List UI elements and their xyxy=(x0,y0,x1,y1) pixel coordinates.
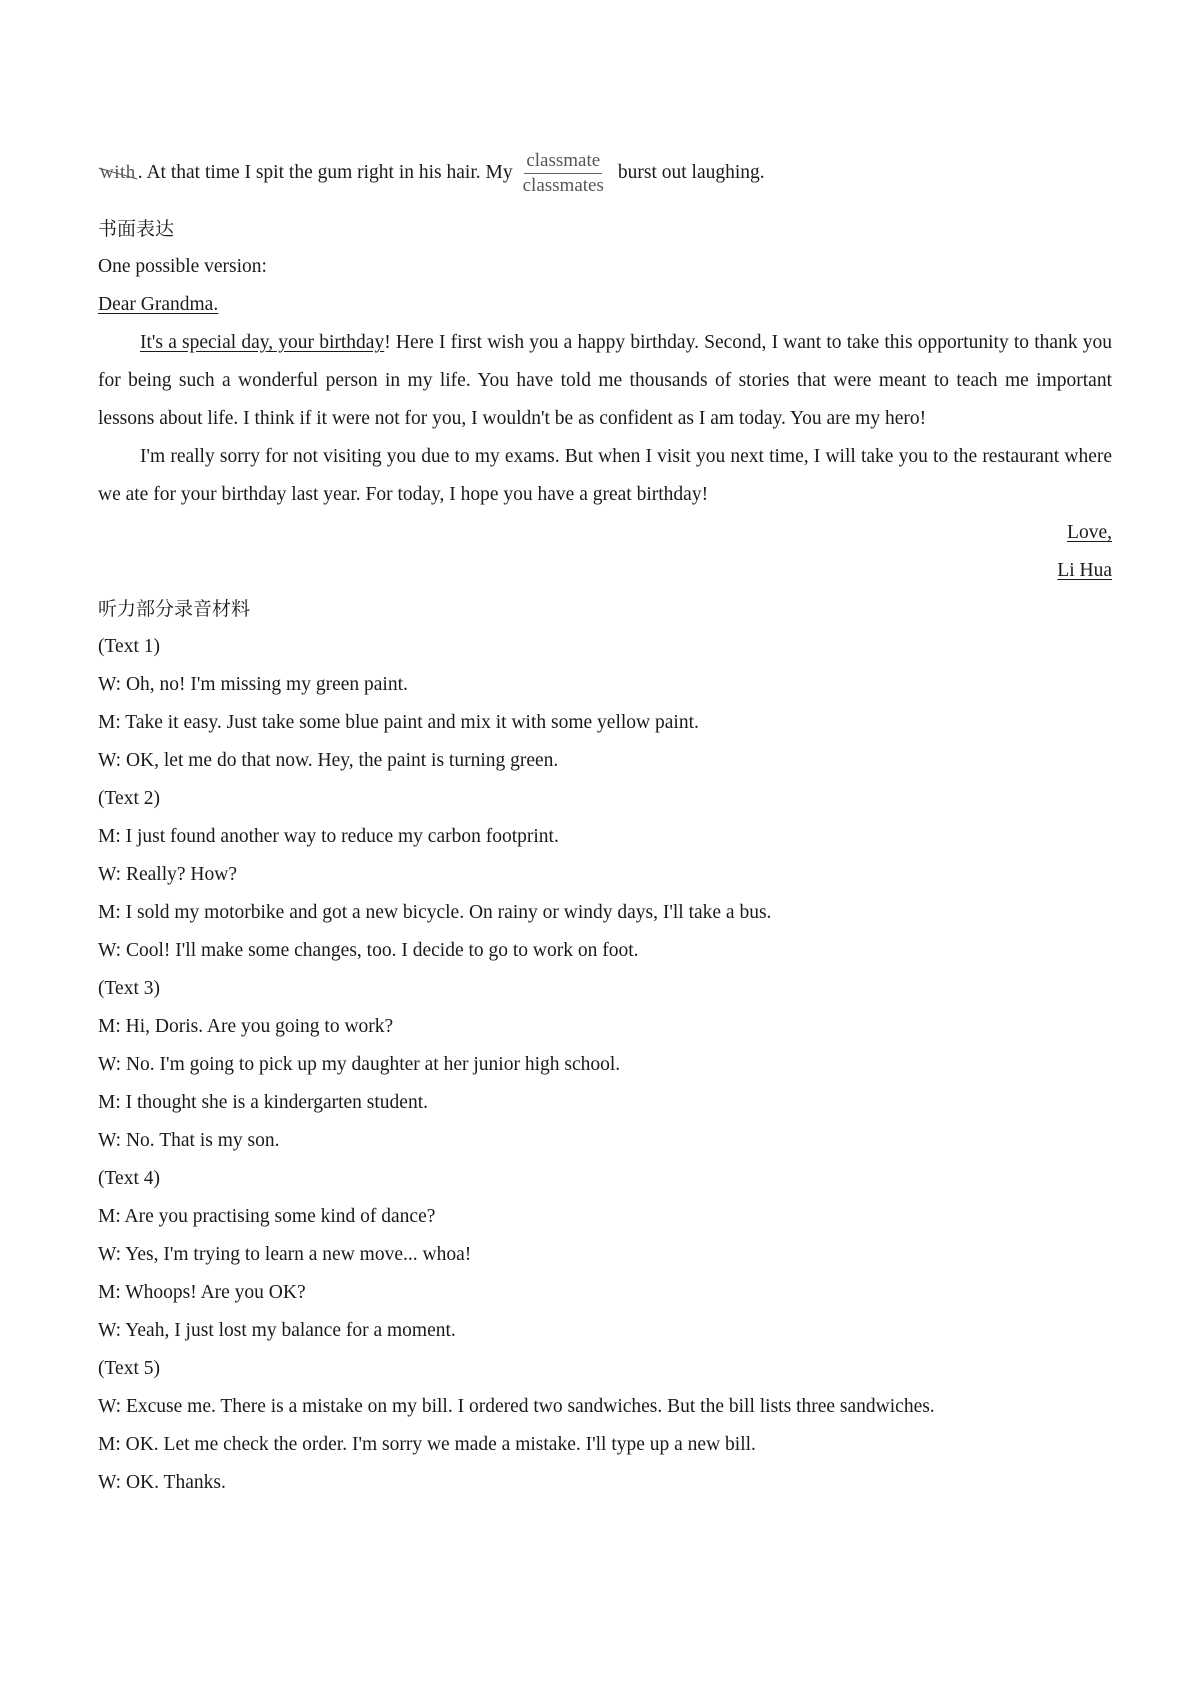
struck-word: with xyxy=(100,162,136,183)
letter-opening-underlined: It's a special day, your birthday xyxy=(140,332,385,353)
wrong-word: classmate xyxy=(524,149,602,174)
correction-text-2: burst out laughing. xyxy=(617,162,765,183)
transcript-line: W: Cool! I'll make some changes, too. I decide to go to work on foot. xyxy=(98,940,639,961)
transcript-line: W: Excuse me. There is a mistake on my bill. I ordered two sandwiches. But the bill lists three sandwiches. xyxy=(98,1396,935,1417)
transcript-line: W: Yeah, I just lost my balance for a moment. xyxy=(98,1320,456,1341)
transcript-line: W: No. That is my son. xyxy=(98,1130,280,1151)
correction-text-1: . At that time I spit the gum right in his hair. My xyxy=(137,162,513,183)
transcript-line: (Text 2) xyxy=(98,788,160,809)
transcript-line: (Text 4) xyxy=(98,1168,160,1189)
letter-closing: Love, xyxy=(1067,522,1112,543)
transcript-line: W: Really? How? xyxy=(98,864,237,885)
transcript-line: W: OK. Thanks. xyxy=(98,1472,226,1493)
transcript-line: M: Are you practising some kind of dance? xyxy=(98,1206,436,1227)
transcript-line: M: I just found another way to reduce my carbon footprint. xyxy=(98,826,559,847)
transcript-line: M: Take it easy. Just take some blue paint and mix it with some yellow paint. xyxy=(98,712,699,733)
correction-line xyxy=(98,140,1112,206)
letter-signature: Li Hua xyxy=(1057,560,1112,581)
letter-paragraph-2: I'm really sorry for not visiting you due to my exams. But when I visit you next time, I will take you to the restaurant where we ate for your birthday last year. For today, I hope you have a great birthday! xyxy=(98,446,1112,505)
transcript-line: (Text 3) xyxy=(98,978,160,999)
transcript-line: W: Yes, I'm trying to learn a new move... whoa! xyxy=(98,1244,472,1265)
transcript-line: M: I thought she is a kindergarten student. xyxy=(98,1092,429,1113)
transcript-line: M: Hi, Doris. Are you going to work? xyxy=(98,1016,394,1037)
transcript-line: M: Whoops! Are you OK? xyxy=(98,1282,306,1303)
correct-word: classmates xyxy=(522,174,604,196)
transcript-line: M: OK. Let me check the order. I'm sorry we made a mistake. I'll type up a new bill. xyxy=(98,1434,756,1455)
transcript-line: W: No. I'm going to pick up my daughter at her junior high school. xyxy=(98,1054,621,1075)
listening-heading: 听力部分录音材料 xyxy=(98,598,251,620)
letter-paragraph-1 xyxy=(98,324,1112,438)
transcript-line: M: I sold my motorbike and got a new bicycle. On rainy or windy days, I'll take a bus. xyxy=(98,902,772,923)
listening-transcript xyxy=(98,628,1112,1502)
transcript-line: W: OK, let me do that now. Hey, the paint is turning green. xyxy=(98,750,559,771)
writing-intro: One possible version: xyxy=(98,256,267,277)
letter-salutation: Dear Grandma. xyxy=(98,294,219,315)
writing-heading: 书面表达 xyxy=(98,218,175,240)
transcript-line: (Text 5) xyxy=(98,1358,160,1379)
transcript-line: W: Oh, no! I'm missing my green paint. xyxy=(98,674,408,695)
word-correction xyxy=(523,149,604,198)
transcript-line: (Text 1) xyxy=(98,636,160,657)
letter-paragraph-1-text: ! Here I first wish you a happy birthday. Second, I want to take this opportunity to thank you for being such a wonderful person in my life. You have told me thousands of stories that were meant to teach me important lessons about life. I think if it were not for you, I wouldn't be as confident as I am today. You are my hero! xyxy=(98,332,1112,429)
